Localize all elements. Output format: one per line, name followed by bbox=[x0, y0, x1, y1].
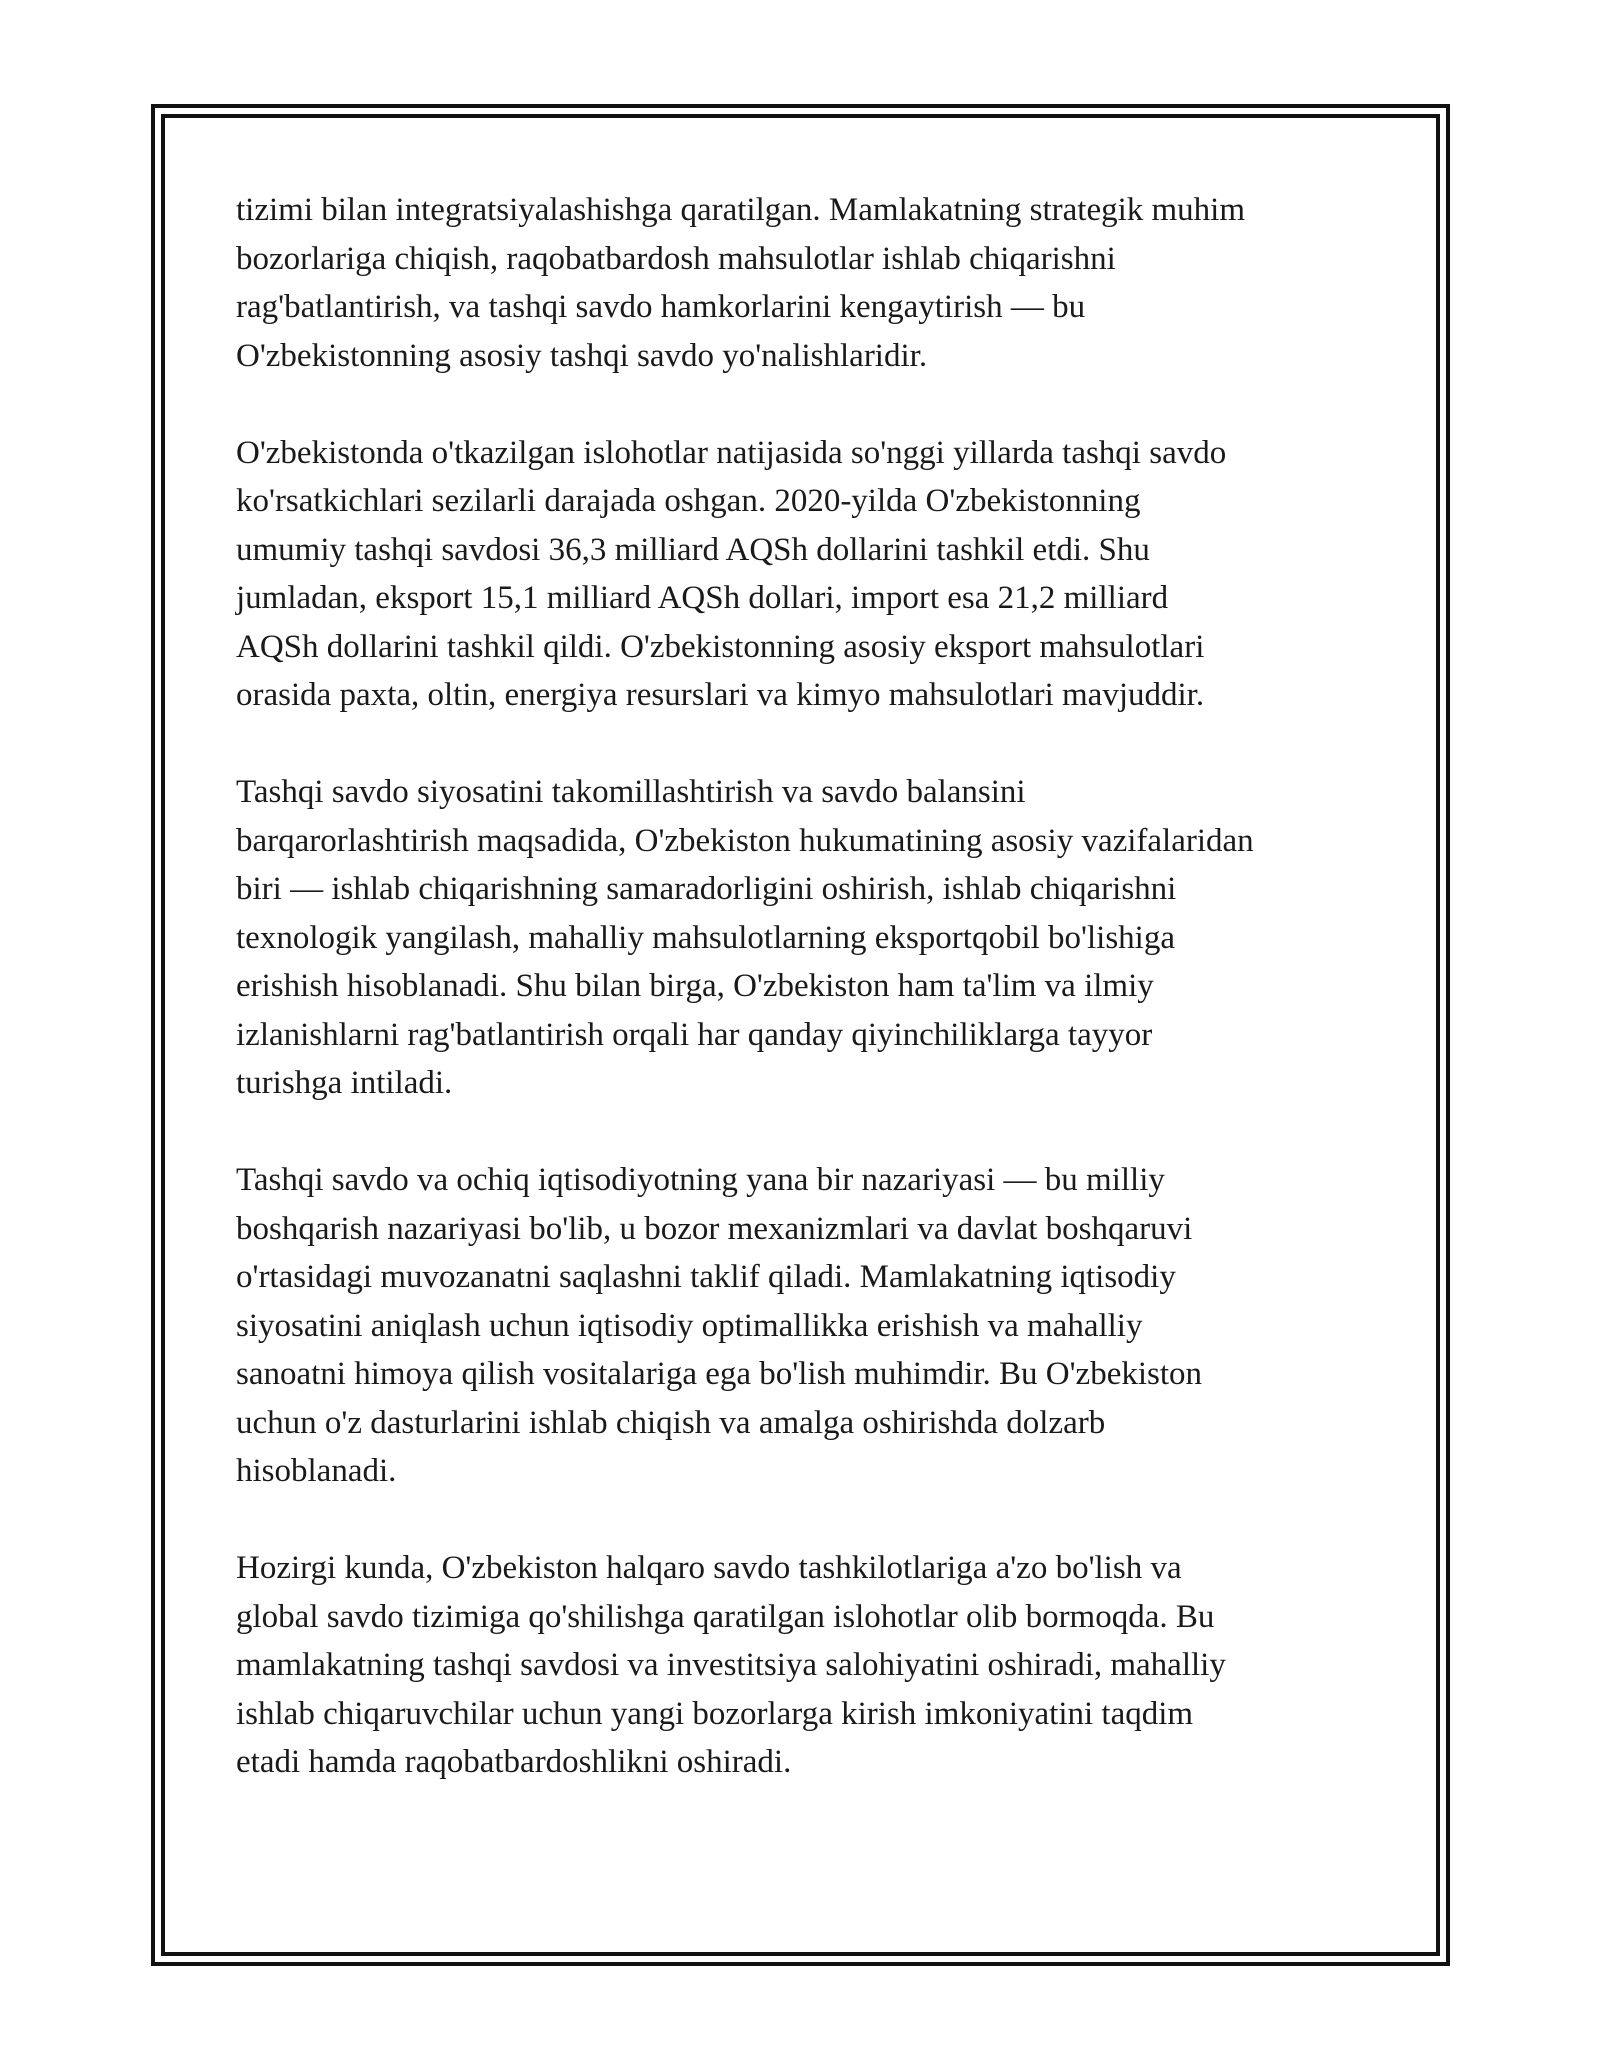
text-line: umumiy tashqi savdosi 36,3 milliard AQSh dollarini tashkil etdi. Shu bbox=[236, 531, 1150, 568]
paragraph-5 bbox=[236, 1544, 1396, 1787]
paragraph-1 bbox=[236, 186, 1396, 380]
text-line: jumladan, eksport 15,1 milliard AQSh dollari, import esa 21,2 milliard bbox=[236, 580, 1169, 616]
text-line: siyosatini aniqlash uchun iqtisodiy optimallikka erishish va mahalliy bbox=[236, 1307, 1143, 1344]
text-line: Tashqi savdo va ochiq iqtisodiyotning yana bir nazariyasi — bu milliy bbox=[236, 1162, 1165, 1198]
text-line: izlanishlarni rag'batlantirish orqali har qanday qiyinchiliklarga tayyor bbox=[236, 1016, 1153, 1053]
text-line: etadi hamda raqobatbardoshlikni oshiradi. bbox=[236, 1744, 792, 1780]
text-line: boshqarish nazariyasi bo'lib, u bozor mexanizmlari va davlat boshqaruvi bbox=[236, 1210, 1193, 1247]
text-line: ko'rsatkichlari sezilarli darajada oshgan. 2020-yilda O'zbekistonning bbox=[236, 483, 1141, 519]
paragraph-3 bbox=[236, 768, 1396, 1108]
text-line: AQSh dollarini tashkil qildi. O'zbekistonning asosiy eksport mahsulotlari bbox=[236, 628, 1205, 665]
text-line: O'zbekistonning asosiy tashqi savdo yo'nalishlaridir. bbox=[236, 337, 928, 374]
text-line: orasida paxta, oltin, energiya resurslari va kimyo mahsulotlari mavjuddir. bbox=[236, 677, 1205, 713]
text-line: Hozirgi kunda, O'zbekiston halqaro savdo tashkilotlariga a'zo bo'lish va bbox=[236, 1550, 1182, 1586]
text-line: turishga intiladi. bbox=[236, 1065, 453, 1101]
text-line: rag'batlantirish, va tashqi savdo hamkorlarini kengaytirish — bu bbox=[236, 289, 1086, 325]
paragraph-4 bbox=[236, 1156, 1396, 1496]
text-line: ishlab chiqaruvchilar uchun yangi bozorlarga kirish imkoniyatini taqdim bbox=[236, 1695, 1194, 1732]
text-line: uchun o'z dasturlarini ishlab chiqish va amalga oshirishda dolzarb bbox=[236, 1404, 1106, 1441]
text-line: biri — ishlab chiqarishning samaradorligini oshirish, ishlab chiqarishni bbox=[236, 871, 1177, 907]
text-line: global savdo tizimiga qo'shilishga qaratilgan islohotlar olib bormoqda. Bu bbox=[236, 1598, 1215, 1635]
text-line: sanoatni himoya qilish vositalariga ega bo'lish muhimdir. Bu O'zbekiston bbox=[236, 1356, 1203, 1392]
text-line: mamlakatning tashqi savdosi va investitsiya salohiyatini oshiradi, mahalliy bbox=[236, 1647, 1226, 1683]
text-line: erishish hisoblanadi. Shu bilan birga, O'zbekiston ham ta'lim va ilmiy bbox=[236, 968, 1154, 1004]
paragraph-2 bbox=[236, 429, 1396, 720]
text-line: Tashqi savdo siyosatini takomillashtirish va savdo balansini bbox=[236, 774, 1026, 810]
text-line: O'zbekistonda o'tkazilgan islohotlar natijasida so'nggi yillarda tashqi savdo bbox=[236, 434, 1227, 471]
text-line: o'rtasidagi muvozanatni saqlashni taklif qiladi. Mamlakatning iqtisodiy bbox=[236, 1259, 1176, 1295]
text-line: hisoblanadi. bbox=[236, 1453, 397, 1489]
document-body bbox=[236, 186, 1396, 1835]
text-line: bozorlariga chiqish, raqobatbardosh mahsulotlar ishlab chiqarishni bbox=[236, 240, 1116, 277]
text-line: texnologik yangilash, mahalliy mahsulotlarning eksportqobil bo'lishiga bbox=[236, 919, 1175, 956]
text-line: tizimi bilan integratsiyalashishga qaratilgan. Mamlakatning strategik muhim bbox=[236, 192, 1246, 228]
text-line: barqarorlashtirish maqsadida, O'zbekiston hukumatining asosiy vazifalaridan bbox=[236, 822, 1254, 859]
